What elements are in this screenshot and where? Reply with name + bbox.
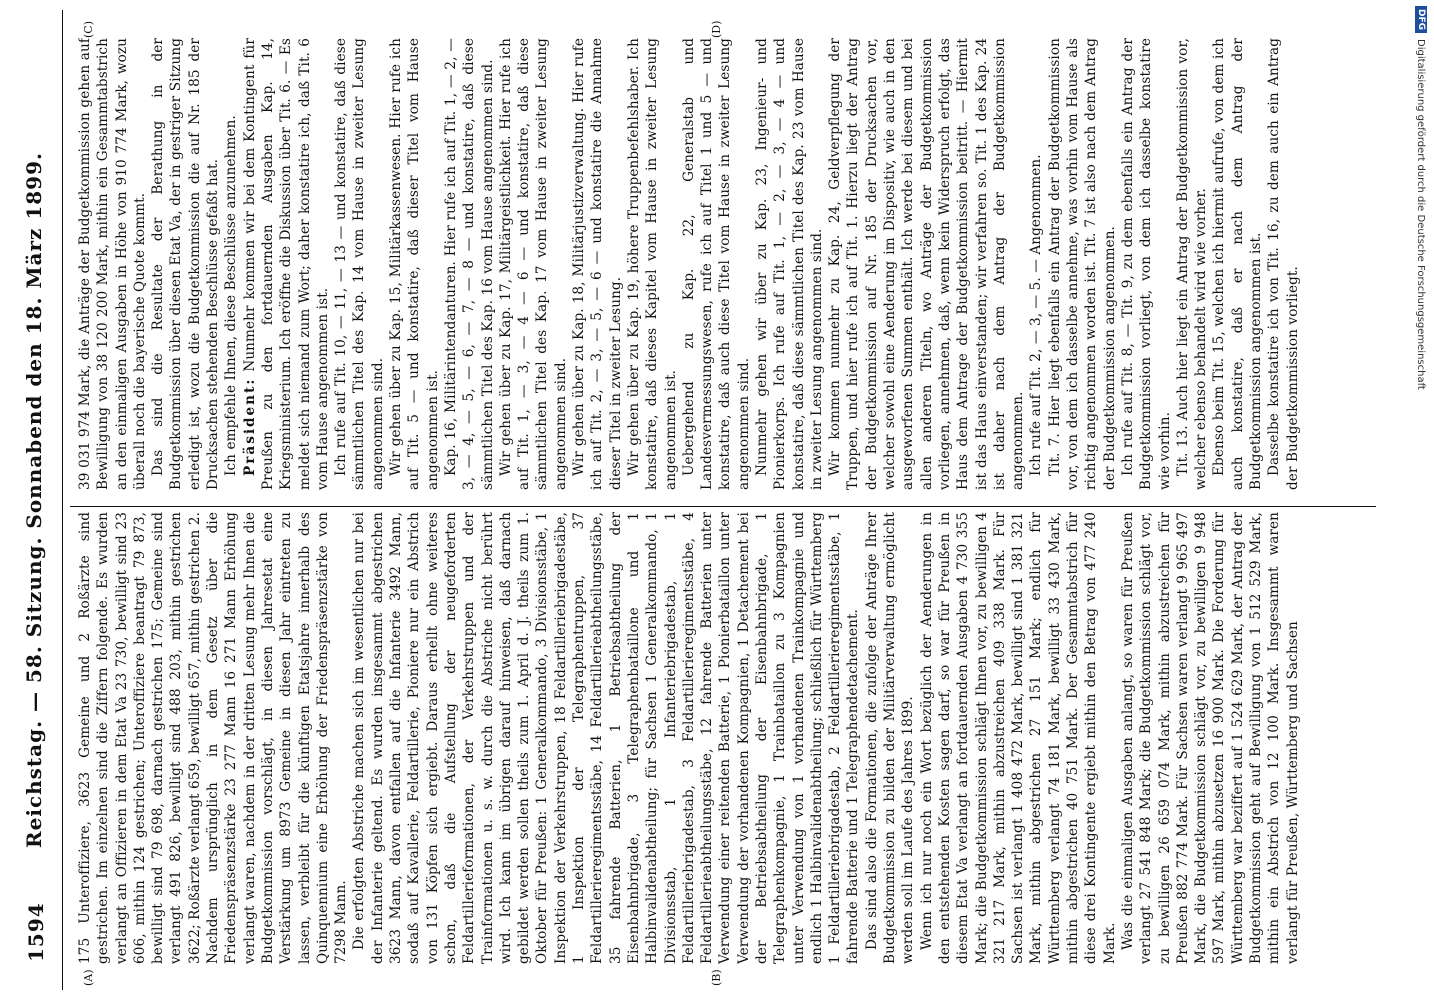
paragraph: Kap. 16, Militärintendanturen. Hier rufe ich auf Tit. 1, — 2, — 3, — 4, — 5, — 6, — 7, — 8 — und konstatire, daß diese sämmtlichen Titel des Kap. 16 vom Hause angenommen sind. [442,38,496,490]
paragraph: Uebergehend zu Kap. 22, Generalstab und Landesvermessungswesen, rufe ich auf Titel 1 und 5 — und konstatire, daß auch diese Titel vom Hause in zweiter Lesung angenommen sind. [680,38,752,490]
paragraph: Das sind also die Formationen, die zufolge der Anträge Ihrer Budgetkommission zu bilden der Militärverwaltung ermöglicht werden soll im Laufe des Jahres 1899. [863,512,917,964]
paragraph: 39 031 974 Mark, die Anträge der Budgetkommission gehen auf Bewilligung von 38 120 200 Mark, mithin ein Gesammtabstrich an den einmaligen Ausgaben in Höhe von 910 774 Mark, wozu überall noch die bayerische Quote kommt. [77,38,148,490]
paragraph: Ich rufe auf Tit. 2, — 3, — 5. — Angenommen. [1028,154,1045,476]
paragraph: Dasselbe konstatire ich von Tit. 16, zu dem auch ein Antrag der Budgetkommission vorliegt. [1266,38,1301,490]
paragraph: Das sind die Resultate der Berathung in der Budgetkommission über diesen Etat Va, der in gestriger Sitzung erledigt ist, wozu die Budgetkommission die auf Nr. 185 der Drucksachen stehenden Beschlüsse gefaßt hat. [150,38,222,490]
speaker-label: Präsident: [241,377,258,476]
page-header [10,10,63,990]
paragraph: Die erfolgten Abstriche machen sich im wesentlichen nur bei der Infanterie geltend. Es wurden insgesammt abgestrichen 3623 Mann, davon entfallen auf die Infanterie 3492 Mann, sodaß auf Kavallerie, Feldartillerie, Pioniere nur ein Abstrich von 131 Köpfen sich ergiebt. Daraus erhellt ohne weiteres schon, daß die Aufstellung der neugeforderten Feldartillerieformationen, der Verkehrstruppen und der Trainformationen u. s. w. durch die Abstriche nicht berührt wird. Ich kann im übrigen darauf hinweisen, daß darnach gebildet werden sollen theils zum 1. April d. J. theils zum 1. Oktober für Preußen: 1 Generalkommando, 3 Divisionsstäbe, 1 Inspektion der Verkehrstruppen, 18 Feldartilleriebrigadestäbe, 1 Inspektion der Telegraphentruppen, 37 Feldartillerieregimentsstäbe, 14 Feldartillerieabtheilungsstäbe, 35 fahrende Batterien, 1 Betriebsabtheilung der Eisenbahnbrigade, 3 Telegraphenbataillone und 1 Halbinvalidenabtheilung; für Sachsen 1 Generalkommando, 1 Divisionsstab, 1 Infanteriebrigadestab, 1 Feldartilleriebrigadestab, 3 Feldartillerieregimentsstäbe, 4 Feldartillerieabtheilungsstäbe, 12 fahrende Batterien unter Verwendung einer reitenden Batterie, 1 Pionierbataillon unter Verwendung der vorhandenen Kompagnien, 1 Detachement bei der Betriebsabtheilung der Eisenbahnbrigade, 1 Telegraphenkompagnie, 1 Trainbataillon zu 3 Kompagnien unter Verwendung von 1 vorhandenen Trainkompagnie und endlich 1 Halbinvalidenabtheilung; schließlich für Württemberg 1 Feldartilleriebrigadestab, 2 Feldartillerieregimentsstäbe, 1 fahrende Batterie und 1 Telegraphendetachement. [351,512,862,964]
paragraph: Wir gehen über zu Kap. 18, Militärjustizverwaltung. Hier rufe ich auf Tit. 2, — 3, — 5, — 6 — und konstatire die Annahme dieser Titel in zweiter Lesung. [571,38,624,490]
paragraph: Tit. 7. Hier liegt ebenfalls ein Antrag der Budgetkommission vor, von dem ich dasselbe annehme, was vorhin vom Hause als richtig angenommen worden ist. Tit. 7 ist also nach dem Antrag der Budgetkommission angenommen. [1046,38,1118,490]
speech-text: Nunmehr kommen wir bei dem Kontingent für Preußen zu den fortdauernden Ausgaben Kap. 14, Kriegsministerium. Ich eröffne die Diskussion über Tit. 6. — Es meldet sich niemand zum Wort; daher konstatire ich, daß Tit. 6 vom Hause angenommen ist. [241,38,331,490]
paragraph: 175 Unteroffiziere, 3623 Gemeine und 2 Roßärzte sind gestrichen. Im einzelnen sind die Ziffern folgende. Es wurden verlangt an Offizieren in dem Etat Va 23 730, bewilligt sind 23 606, mithin 124 gestrichen; Unteroffiziere beantragt 79 873, bewilligt sind 79 698, darnach gestrichen 175; Gemeine sind verlangt 491 826, bewilligt sind 488 203, mithin gestrichen 3622; Roßärzte verlangt 659, bewilligt 657, mithin gestrichen 2. Nachdem ursprünglich in dem Gesetz über die Friedenspräsenzstärke 23 277 Mann 16 271 Mann Erhöhung verlangt waren, nachdem in der dritten Lesung mehr Ihnen die Budgetkommission vorschlägt, in diesen Jahresetat eine Verstärkung um 8973 Gemeine in diesen Jahr eintreten zu lassen, verbleibt für die künftigen Etatsjahre innerhalb des Quinquennium eine Erhöhung der Friedenspräsenzstärke von 7298 Mann. [77,512,350,964]
credit-text: Digitalisierung gefördert durch die Deutsche Forschungsgemeinschaft [1415,39,1427,390]
margin-marker-d: (D) [710,20,723,38]
margin-marker-a: (A) [82,969,95,986]
paragraph: Ich rufe auf Tit. 10, — 11, — 13 — und konstatire, daß diese sämmtlichen Titel des Kap. 14 vom Hause in zweiter Lesung angenommen sind. [333,38,386,490]
paragraph: Was die einmaligen Ausgaben anlangt, so waren für Preußen verlangt 27 541 848 Mark; die Budgetkommission schlägt vor, zu bewilligen 26 659 074 Mark, mithin abzustreichen für Preußen 882 774 Mark. Für Sachsen waren verlangt 9 965 497 Mark, die Budgetkommission schlägt vor, zu bewilligen 9 948 597 Mark, mithin abzusetzen 16 900 Mark. Die Forderung für Württemberg war beziffert auf 1 524 629 Mark, der Antrag der Budgetkommission geht auf Bewilligung von 1 512 529 Mark, mithin ein Abstrich von 12 100 Mark. Insgesammt waren verlangt für Preußen, Württemberg und Sachsen [1119,512,1301,964]
margin-marker-b: (B) [710,969,723,986]
right-column [76,38,1372,490]
paragraph: Ebenso beim Tit. 15, welchen ich hiermit aufrufe, von dem ich auch konstatire, daß er nach dem Antrag der Budgetkommission angenommen ist. [1211,38,1264,490]
paragraph: Wenn ich nur noch ein Wort bezüglich der Aenderungen in den entstehenden Kosten sagen darf, so war für Preußen in diesem Etat Va verlangt an fortdauernden Ausgaben 4 730 355 Mark; die Budgetkommission schlägt Ihnen vor, zu bewilligen 4 321 217 Mark, mithin abzustreichen 409 338 Mark. Für Sachsen ist verlangt 1 408 472 Mark, bewilligt sind 1 381 321 Mark, mithin abgestrichen 27 151 Mark; endlich für Württemberg verlangt 74 181 Mark, bewilligt 33 430 Mark, mithin abgestrichen 40 751 Mark. Der Gesammtabstrich für diese drei Kontingente ergiebt mithin den Betrag von 477 240 Mark. [918,512,1118,964]
left-column [76,512,1372,964]
paragraph: Wir kommen nunmehr zu Kap. 24, Geldverpflegung der Truppen, und hier rufe ich auf Tit. 1. Hierzu liegt der Antrag der Budgetkommission auf Nr. 185 der Drucksachen vor, welcher sowohl eine Aenderung im Dispositiv, wie auch in den ausgeworfenen Summen enthält. Ich werde bei diesem und bei allen anderen Titeln, wo Anträge der Budgetkommission vorliegen, annehmen, daß, wenn kein Widerspruch erfolgt, das Haus dem Antrage der Budgetkommission beitritt. — Hiermit ist das Haus einverstanden; wir verfahren so. Tit. 1 des Kap. 24 ist daher nach dem Antrag der Budgetkommission angenommen. [827,38,1027,490]
page-title: Reichstag. — 58. Sitzung. Sonnabend den 18. März 1899. [22,152,46,848]
paragraph: Wir gehen über zu Kap. 15, Militärkassenwesen. Hier rufe ich auf Tit. 5 — und konstatire, daß dieser Titel vom Hause angenommen ist. [388,38,441,490]
paragraph: Tit. 13. Auch hier liegt ein Antrag der Budgetkommission vor, welcher ebenso behandelt wird wie vorher. [1174,38,1210,490]
paragraph: Nunmehr gehen wir über zu Kap. 23, Ingenieur- und Pionierkorps. Ich rufe auf Tit. 1, — 2, — 3, — 4 — und konstatire, daß diese sämmtlichen Titel des Kap. 23 vom Hause in zweiter Lesung angenommen sind. [753,38,825,490]
digitisation-credit [1408,6,1434,994]
paragraph [241,38,332,490]
column-divider [70,506,1376,507]
paragraph: Wir gehen über zu Kap. 19, höhere Truppenbefehlshaber. Ich konstatire, daß dieses Kapitel vom Hause in zweiter Lesung angenommen ist. [625,38,679,490]
document-page [10,10,1390,990]
margin-marker-c: (C) [82,21,95,38]
paragraph: Ich rufe auf Tit. 8, — Tit. 9, zu dem ebenfalls ein Antrag der Budgetkommission vorliegt, von dem ich dasselbe konstatire wie vorhin. [1119,38,1173,490]
paragraph: Ich empfehle Ihnen, diese Beschlüsse anzunehmen. [223,115,240,476]
paragraph: Wir gehen über zu Kap. 17, Militärgeistlichkeit. Hier rufe ich auf Tit. 1, — 3, — 4 — 6 — und konstatire, daß diese sämmtlichen Titel des Kap. 17 vom Hause in zweiter Lesung angenommen sind. [497,38,569,490]
page-number: 1594 [24,902,48,962]
dfg-logo: DFG [1415,6,1427,33]
